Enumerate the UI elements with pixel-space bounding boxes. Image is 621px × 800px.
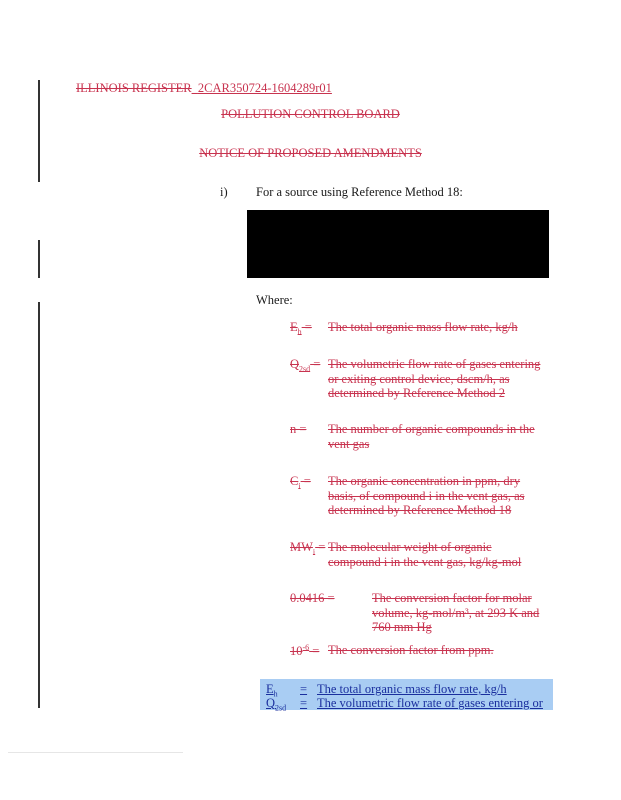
footer-rule [8,752,183,753]
definition-desc: The volumetric flow rate of gases entering or exiting control device, dscm/h, as determined by Reference Method 2 [328,357,541,400]
new-definition-var: $E_h$ [266,682,278,699]
change-bar [38,302,40,708]
definition-var: $10^{-6}$ = [290,643,320,659]
change-bar [38,80,40,182]
definition-desc: The organic concentration in ppm, dry basis, of compound i in the vent gas, as determined by Reference Method 18 [328,474,525,517]
definition-var: n = [290,422,307,436]
definition-var: $MW_i$ = [290,540,326,557]
document-id: 2CAR350724-1604289r01 [197,81,332,95]
new-definition-eq: = [300,682,308,696]
section-text: For a source using Reference Method 18: [256,185,463,199]
change-bar [38,240,40,278]
board-title: POLLUTION CONTROL BOARD [221,107,400,121]
redacted-equation [247,210,549,278]
notice-title: NOTICE OF PROPOSED AMENDMENTS [199,146,422,160]
new-definition-desc: The total organic mass flow rate, kg/h [317,682,507,696]
section-marker: i) [220,185,228,199]
definition-var: $Q_{2sd}$ = [290,357,321,374]
definition-var: 0.0416 = [290,591,335,605]
definition-var: $C_i$ = [290,474,311,491]
definition-desc: The total organic mass flow rate, kg/h [328,320,518,334]
new-definition-var: $Q_{2sd}$ [266,696,287,713]
definition-desc: The conversion factor from ppm. [328,643,494,657]
where-label: Where: [256,293,293,307]
definition-desc: The conversion factor for molar volume, kg-mol/m³, at 293 K and 760 mm Hg [372,591,540,634]
register-header: ILLINOIS REGISTER_2CAR350724-1604289r01 [76,81,332,95]
definition-var: $E_h$ = [290,320,312,337]
new-definition-desc: The volumetric flow rate of gases entering or [317,696,543,710]
new-definition-eq: = [300,696,308,710]
register-title: ILLINOIS REGISTER [76,81,192,95]
definition-desc: The molecular weight of organic compound i in the vent gas, kg/kg-mol [328,540,522,569]
definition-desc: The number of organic compounds in the vent gas [328,422,535,451]
